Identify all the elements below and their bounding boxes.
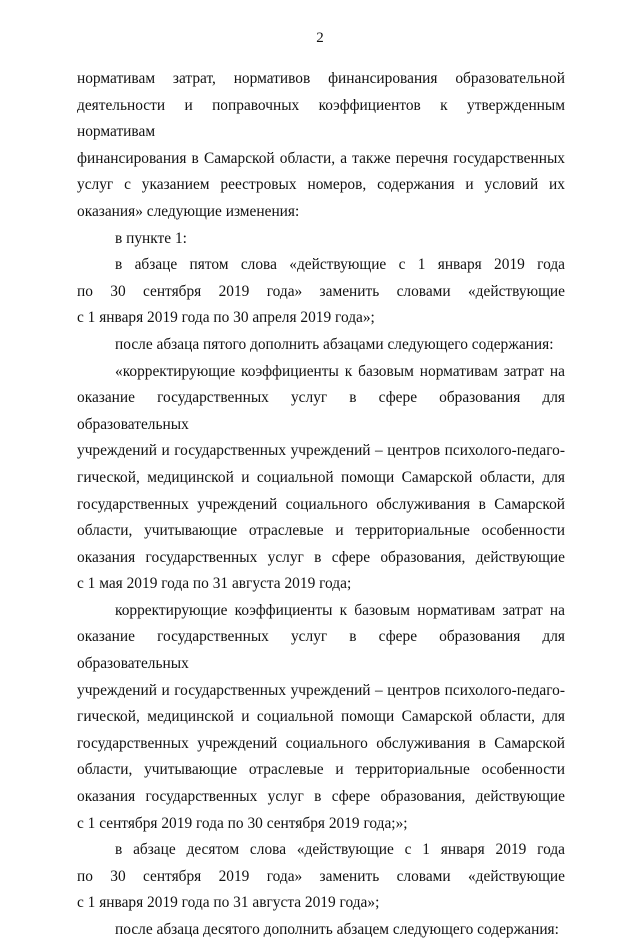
text-line: оказание государственных услуг в сфере образования для образовательных [77, 389, 565, 433]
paragraph-coefficients-may [77, 359, 565, 598]
paragraph-add-after-tenth [77, 917, 565, 944]
paragraph-add-after-fifth [77, 332, 565, 359]
paragraph-amend-fifth [77, 252, 565, 332]
text-line: нормативам затрат, нормативов финансирования образовательной [77, 70, 565, 87]
text-line: в абзаце десятом слова «действующие с 1 января 2019 года [115, 841, 565, 859]
text-line: государственных учреждений социального обслуживания в Самарской [77, 495, 565, 513]
text-line: гической, медицинской и социальной помощи Самарской области, для [77, 468, 565, 486]
text-line: в абзаце пятом слова «действующие с 1 января 2019 года [115, 256, 565, 274]
text-line: учреждений и государственных учреждений – центров психолого-педаго- [77, 681, 565, 699]
text-line: в пункте 1: [115, 229, 187, 247]
text-line: оказания государственных услуг в сфере образования, действующие [77, 548, 565, 566]
text-line: после абзаца десятого дополнить абзацем следующего содержания: [115, 921, 559, 938]
text-line: оказание государственных услуг в сфере образования для образовательных [77, 628, 565, 673]
text-line: услуг с указанием реестровых номеров, содержания и условий их [77, 176, 565, 194]
text-line: с 1 сентября 2019 года по 30 сентября 2019 года;»; [77, 814, 408, 832]
paragraph-coefficients-september [77, 598, 565, 837]
page-number: 2 [316, 30, 324, 46]
text-line: области, учитывающие отраслевые и территориальные особенности [77, 761, 565, 779]
text-line: «корректирующие коэффициенты к базовым нормативам затрат на [115, 362, 565, 380]
paragraph-amend-tenth [77, 837, 565, 917]
text-line: гической, медицинской и социальной помощи Самарской области, для [77, 708, 565, 726]
text-line: деятельности и поправочных коэффициентов к утвержденным нормативам [77, 96, 565, 141]
text-line: после абзаца пятого дополнить абзацами следующего содержания: [115, 335, 554, 353]
text-line: с 1 мая 2019 года по 31 августа 2019 года; [77, 575, 352, 593]
text-line: оказания государственных услуг в сфере образования, действующие [77, 788, 565, 806]
text-line: финансирования в Самарской области, а также перечня государственных [77, 149, 565, 167]
text-line: с 1 января 2019 года по 31 августа 2019 года»; [77, 894, 380, 912]
paragraph-intro-continuation [77, 66, 565, 226]
document-body [77, 66, 565, 944]
text-line: области, учитывающие отраслевые и территориальные особенности [77, 522, 565, 540]
text-line: оказания» следующие изменения: [77, 202, 300, 220]
paragraph-item-1 [77, 226, 565, 253]
text-line: по 30 сентября 2019 года» заменить словами «действующие [77, 282, 565, 300]
text-line: по 30 сентября 2019 года» заменить словами «действующие [77, 867, 565, 885]
text-line: учреждений и государственных учреждений – центров психолого-педаго- [77, 442, 565, 460]
text-line: с 1 января 2019 года по 30 апреля 2019 года»; [77, 309, 375, 327]
text-line: корректирующие коэффициенты к базовым нормативам затрат на [115, 601, 565, 619]
text-line: государственных учреждений социального обслуживания в Самарской [77, 734, 565, 752]
